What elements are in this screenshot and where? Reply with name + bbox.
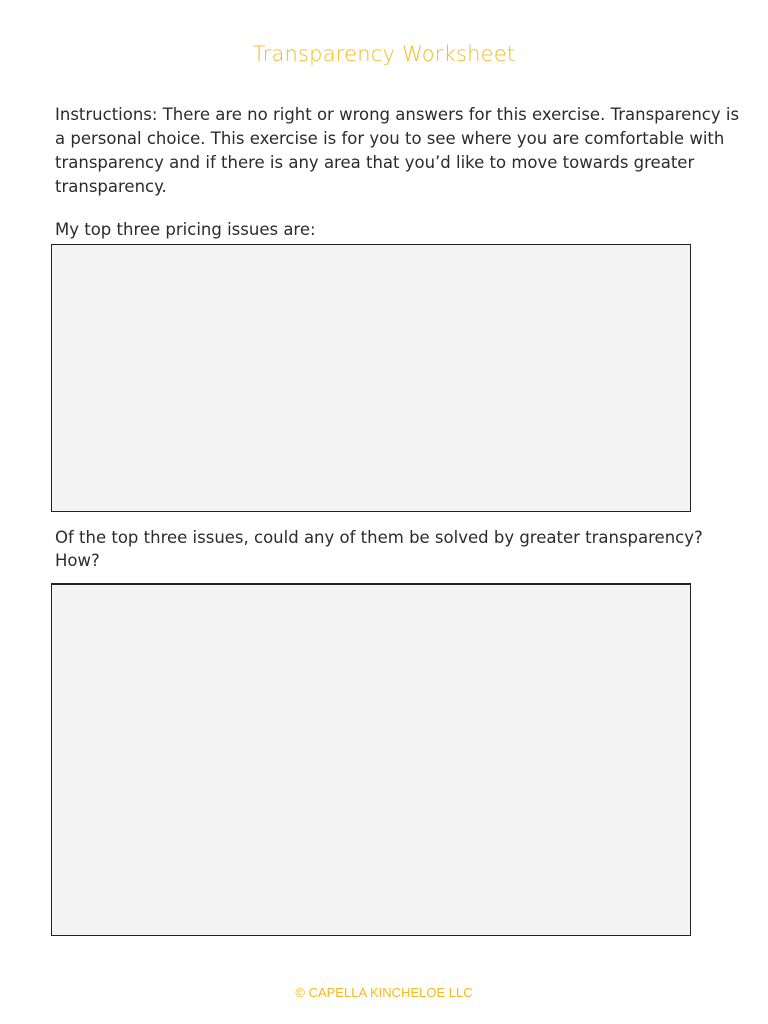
worksheet-title: Transparency Worksheet: [252, 42, 516, 66]
answer-box-2[interactable]: [51, 583, 691, 936]
copyright-footer: © CAPELLA KINCHELOE LLC: [295, 985, 473, 1000]
answer-box-1[interactable]: [51, 244, 691, 512]
instructions-text: There are no right or wrong answers for this exercise. Transparency is a personal choice. This exercise is for you to see where you are comfortable with transparency and if there is any area that you’d like to move towards greater transparency.: [55, 105, 740, 196]
question-2-label: Of the top three issues, could any of them be solved by greater transparency? How?: [55, 528, 703, 570]
instructions-label: Instructions:: [55, 105, 158, 124]
instructions-paragraph: [55, 103, 750, 199]
question-1-label: My top three pricing issues are:: [55, 220, 316, 239]
